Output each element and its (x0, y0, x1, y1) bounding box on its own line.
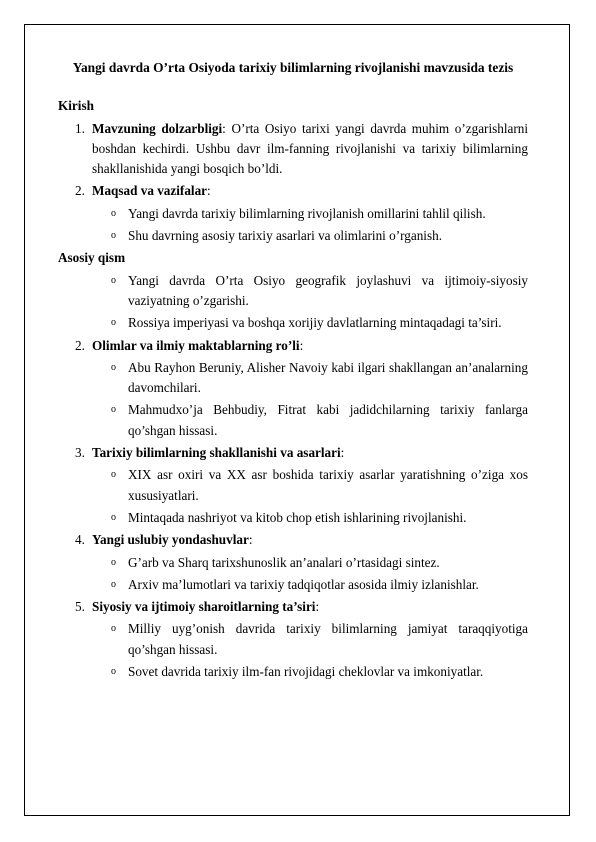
bullet-icon: o (111, 274, 116, 286)
bullet-icon: o (111, 230, 116, 242)
bullet-icon: o (111, 404, 116, 416)
list-item: o XIX asr oxiri va XX asr boshida tarixiy asarlar yaratishning o’ziga xos xususiyatlari. (111, 467, 528, 503)
intro-item-2 (58, 181, 528, 201)
bullet-icon: o (111, 578, 116, 590)
bullet-icon: o (111, 469, 116, 481)
bullet-icon: o (111, 623, 116, 635)
main-item-5-bullets (58, 619, 528, 682)
bullet-icon: o (111, 511, 116, 523)
main-item-3-bullets (58, 465, 528, 528)
item-number: 4. (75, 532, 85, 548)
item-title: Olimlar va ilmiy maktablarning ro’li (92, 337, 300, 353)
list-item: o Shu davrning asosiy tarixiy asarlari va olimlarini o’rganish. (58, 226, 528, 246)
item-number: 5. (75, 599, 85, 615)
intro-heading: Kirish (58, 98, 94, 114)
item-title: Maqsad va vazifalar (92, 183, 208, 199)
item-title: Mavzuning dolzarbligi (92, 120, 223, 136)
main-item-4 (58, 530, 528, 550)
document-body (58, 58, 528, 684)
bullet-icon: o (111, 361, 116, 373)
main-intro-bullets (58, 271, 528, 334)
item-number: 3. (75, 445, 85, 461)
bullet-icon: o (111, 207, 116, 219)
list-item: o Abu Rayhon Beruniy, Alisher Navoiy kabi ilgari shakllangan an’analarning davomchilari. (111, 359, 528, 396)
item-title: Tarixiy bilimlarning shakllanishi va asarlari (92, 445, 341, 461)
bullet-icon: o (111, 317, 116, 329)
main-item-2-bullets (58, 358, 528, 441)
list-item: o Rossiya imperiyasi va boshqa xorijiy davlatlarning mintaqadagi ta’siri. (58, 313, 528, 333)
list-item: o Arxiv ma’lumotlari va tarixiy tadqiqotlar asosida ilmiy izlanishlar. (58, 575, 528, 595)
main-item-5 (58, 597, 528, 617)
bullet-icon: o (111, 556, 116, 568)
item-text: : O’rta Osiyo tarixi yangi davrda muhim o’zgarishlarni boshdan kechirdi. Ushbu davr ilm-fanning rivojlanishi va tarixiy bilimlarning shakllanishida yangi bosqich bo’ldi. (92, 120, 528, 177)
main-item-2 (58, 336, 528, 356)
item-text: : (299, 337, 304, 353)
item-text: : (315, 599, 320, 615)
item-number: 2. (75, 183, 85, 199)
main-item-4-bullets (58, 553, 528, 596)
bullet-icon: o (111, 666, 116, 678)
item-number: 2. (75, 337, 85, 353)
item-number: 1. (75, 120, 85, 136)
item-text: : (248, 532, 253, 548)
list-item: o Mahmudxo’ja Behbudiy, Fitrat kabi jadidchilarning tarixiy fanlarga qo’shgan hissasi. (111, 402, 528, 438)
list-item: o Yangi davrda tarixiy bilimlarning rivojlanish omillarini tahlil qilish. (58, 204, 528, 224)
item-title: Yangi uslubiy yondashuvlar (92, 532, 249, 548)
list-item: o Milliy uyg’onish davrida tarixiy bilimlarning jamiyat taraqqiyotiga qo’shgan hissasi. (111, 621, 528, 657)
item-title: Siyosiy va ijtimoiy sharoitlarning ta’siri (92, 599, 316, 615)
main-heading: Asosiy qism (58, 250, 126, 266)
list-item: o Sovet davrida tarixiy ilm-fan rivojidagi cheklovlar va imkoniyatlar. (58, 662, 528, 682)
list-item: o G’arb va Sharq tarixshunoslik an’analari o’rtasidagi sintez. (58, 553, 528, 573)
intro-item-1 (58, 119, 528, 180)
document-title: Yangi davrda O’rta Osiyoda tarixiy bilimlarning rivojlanishi mavzusida tezis (72, 60, 514, 75)
main-item-3 (58, 443, 528, 463)
intro-item-2-bullets (58, 204, 528, 247)
list-item: o Mintaqada nashriyot va kitob chop etish ishlarining rivojlanishi. (58, 508, 528, 528)
item-text: : (207, 183, 211, 199)
item-text: : (340, 445, 345, 461)
list-item: o Yangi davrda O’rta Osiyo geografik joylashuvi va ijtimoiy-siyosiy vaziyatning o’zgarishi. (111, 272, 528, 308)
